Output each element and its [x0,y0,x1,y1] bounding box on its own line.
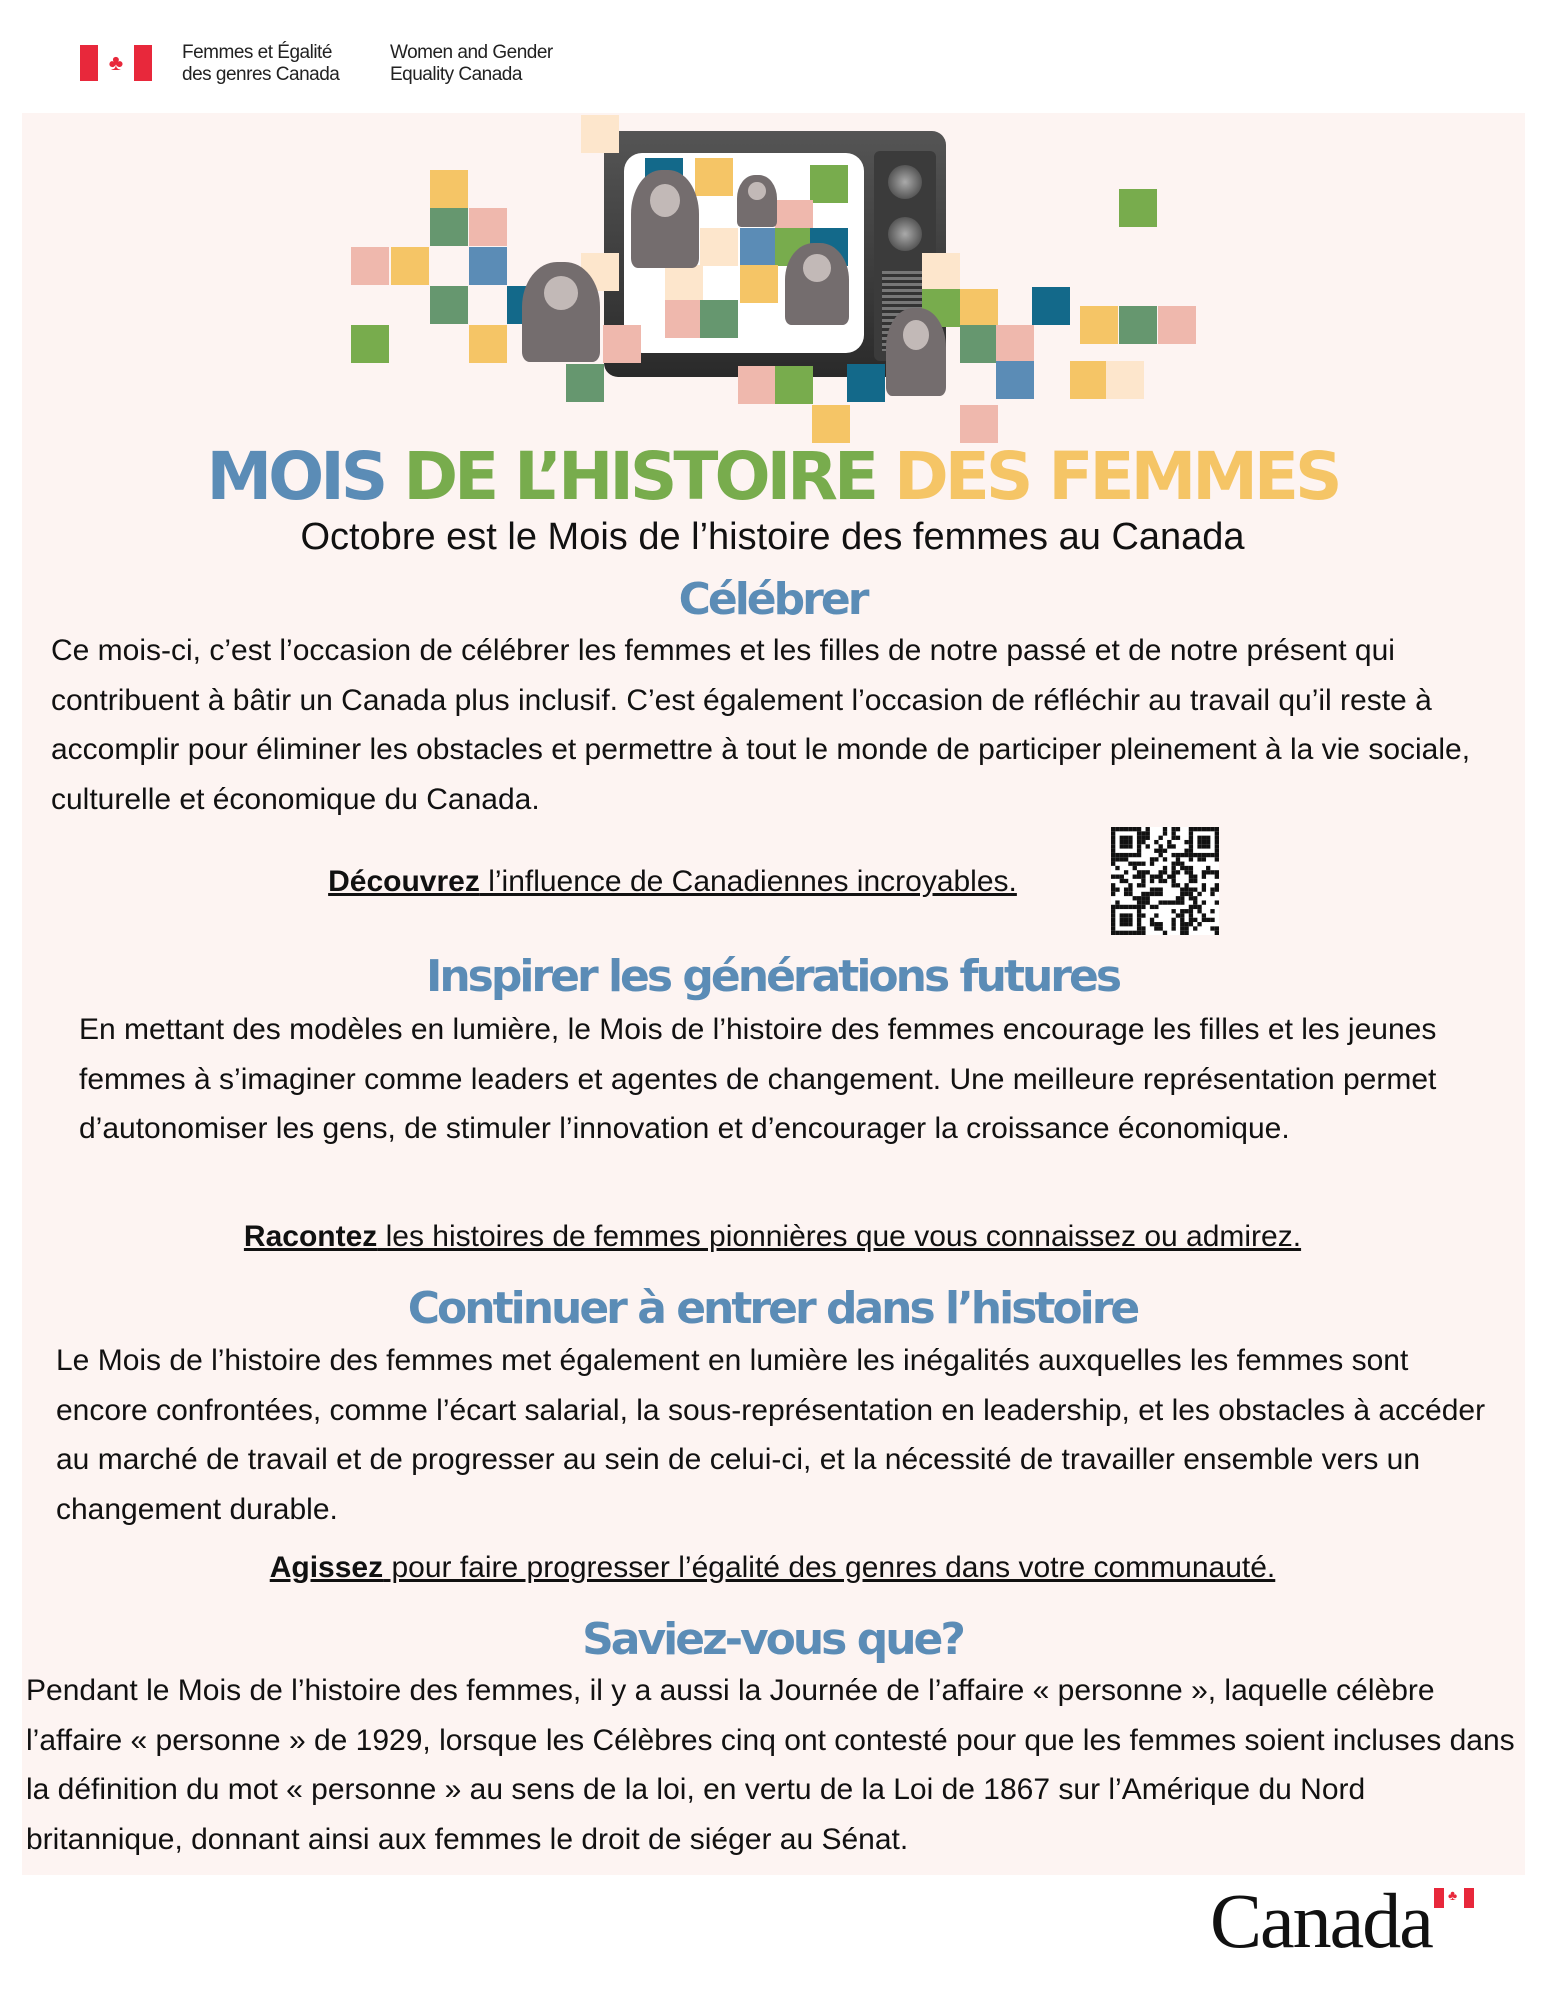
link-decouvrez[interactable] [0,862,1445,902]
decorative-square [700,300,738,338]
link-agissez-text: pour faire progresser l’égalité des genres dans votre communauté. [383,1551,1276,1584]
paragraph-continuer: Le Mois de l’histoire des femmes met également en lumière les inégalités auxquelles les femmes sont encore confrontées, comme l’écart salarial, la sous-représentation en leadership, et les obstacles à accéder au marché de travail et de progresser au sein de celui-ci, et la nécessité de travailler ensemble vers un changement durable. [56,1344,1486,1526]
link-racontez-text: les histoires de femmes pionnières que vous connaissez ou admirez. [377,1220,1302,1253]
decorative-square [1119,306,1157,344]
title-part-mois: MOIS [206,438,404,515]
decorative-square [430,286,468,324]
dept-en-line2: Equality Canada [390,64,522,85]
portrait-photo [522,262,600,362]
decorative-square [469,247,507,285]
paragraph-saviez-vous: Pendant le Mois de l’histoire des femmes, il y a aussi la Journée de l’affaire « personne », laquelle célèbre l’affaire « personne » de 1929, lorsque les Célèbres cinq ont contesté pour que les femmes soient incluses dans la définition du mot « personne » au sens de la loi, en vertu de la Loi de 1867 sur l’Amérique du Nord britannique, donnant ainsi aux femmes le droit de siéger au Sénat. [26,1674,1515,1856]
decorative-square [996,361,1034,399]
title-part-histoire: DE L’HISTOIRE [403,438,895,515]
decorative-square [665,300,703,338]
decorative-square [700,228,738,266]
canada-wordmark [1210,1877,1480,1964]
decorative-square [1032,287,1070,325]
canada-flag-icon: ♣ [80,45,152,81]
decorative-square [603,325,641,363]
link-racontez-bold: Racontez [243,1220,378,1253]
decorative-square [960,289,998,327]
dept-fr-line2: des genres Canada [182,64,340,85]
decorative-square [351,325,389,363]
paragraph-celebrer: Ce mois-ci, c’est l’occasion de célébrer les femmes et les filles de notre passé et de notre présent qui contribuent à bâtir un Canada plus inclusif. C’est également l’occasion de réfléchir au travail qu’il reste à accomplir pour éliminer les obstacles et permettre à tout le monde de participer pleinement à la vie sociale, culturelle et économique du Canada. [51,634,1471,816]
heading-continuer: Continuer à entrer dans l’histoire [407,1283,1138,1334]
portrait-photo [737,175,777,227]
dept-en-line1: Women and Gender [390,42,553,63]
decorative-square [430,170,468,208]
dept-name-fr [182,42,339,86]
heading-celebrer: Célébrer [678,574,867,625]
decorative-square [960,325,998,363]
link-decouvrez-bold: Découvrez [328,865,480,898]
decorative-square [351,247,389,285]
decorative-square [1158,306,1196,344]
decorative-square [810,165,848,203]
paragraph-inspirer: En mettant des modèles en lumière, le Mois de l’histoire des femmes encourage les filles et les jeunes femmes à s’imaginer comme leaders et agentes de changement. Une meilleure représentation permet d’autonomiser les gens, de stimuler l’innovation et d’encourager la croissance économique. [79,1013,1437,1145]
link-racontez[interactable] [0,1217,1545,1257]
wordmark-flag-icon [1434,1888,1474,1908]
decorative-square [922,253,960,291]
decorative-square [775,366,813,404]
qr-code[interactable] [1111,827,1219,935]
decorative-square [469,325,507,363]
heading-inspirer: Inspirer les générations futures [425,951,1120,1002]
canada-wordmark-text: Canada [1210,1877,1432,1964]
tv-knob-icon [888,165,922,199]
portrait-photo [631,170,699,268]
decorative-square [740,228,778,266]
link-agissez[interactable] [0,1548,1545,1588]
title-part-femmes: DES FEMMES [894,438,1339,515]
decorative-square [430,208,468,246]
decorative-square [996,325,1034,363]
decorative-square [566,364,604,402]
page-title [0,440,1545,514]
decorative-square [740,265,778,303]
decorative-square [581,115,619,153]
link-decouvrez-text: l’influence de Canadiennes incroyables. [479,865,1017,898]
tv-knob-icon [888,217,922,251]
dept-fr-line1: Femmes et Égalité [182,42,332,63]
subtitle: Octobre est le Mois de l’histoire des femmes au Canada [300,516,1245,558]
decorative-square [1070,361,1108,399]
decorative-square [695,158,733,196]
decorative-square [1106,361,1144,399]
decorative-square [1119,189,1157,227]
decorative-square [847,364,885,402]
portrait-photo [886,308,946,396]
decorative-square [665,265,703,303]
decorative-square [391,247,429,285]
link-agissez-bold: Agissez [269,1551,384,1584]
heading-saviez-vous: Saviez-vous que? [582,1614,963,1665]
portrait-photo [785,243,849,325]
decorative-square [469,208,507,246]
decorative-square [1080,306,1118,344]
dept-name-en [390,42,553,86]
decorative-square [738,366,776,404]
